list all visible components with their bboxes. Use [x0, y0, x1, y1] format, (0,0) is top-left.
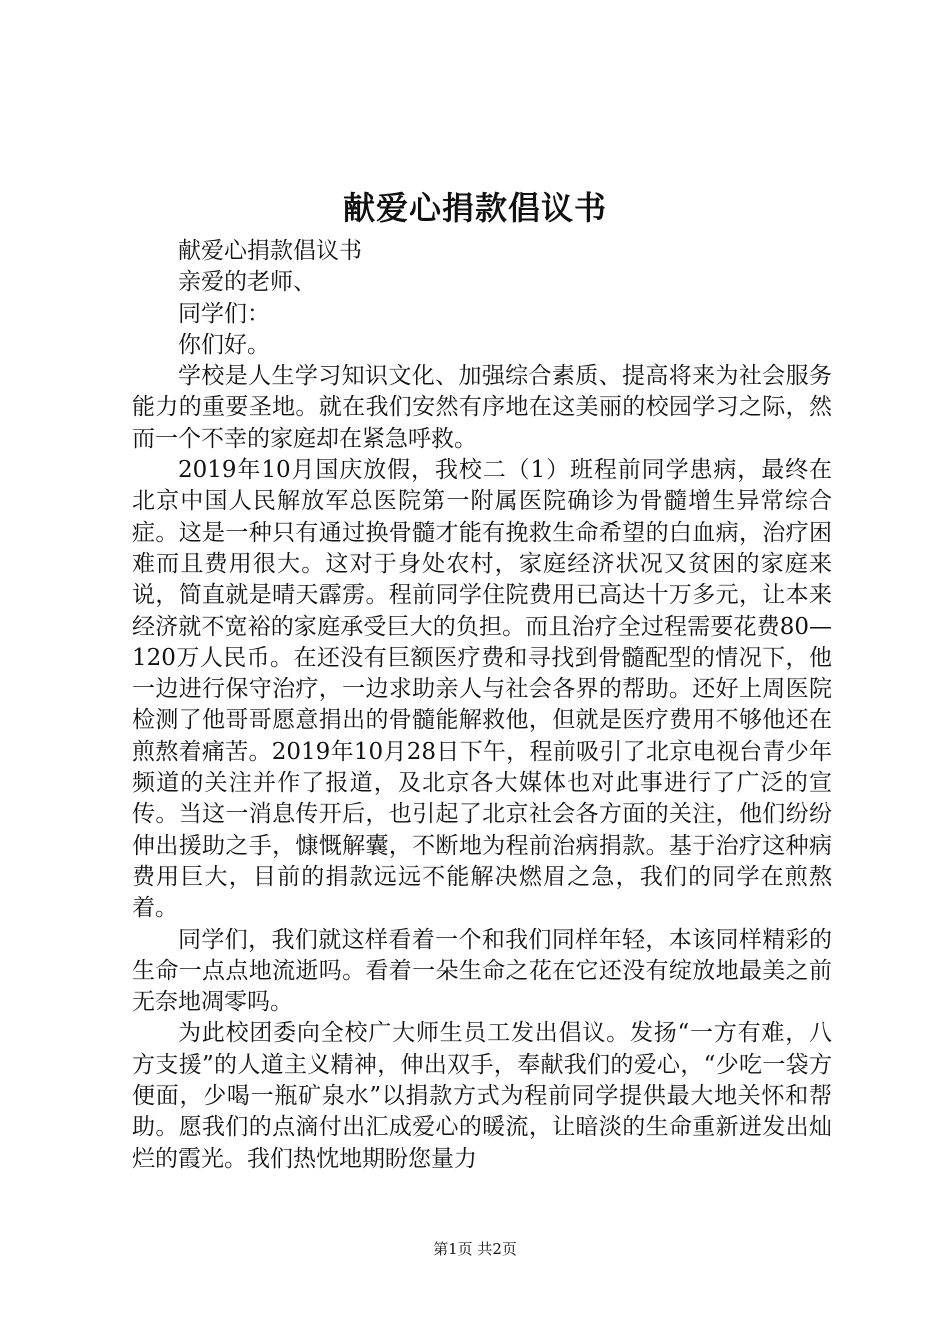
paragraph-greeting: 你们好。: [178, 331, 270, 358]
paragraph-heading-repeat: 献爱心捐款倡议书: [178, 238, 362, 264]
paragraph-appeal: 同学们，我们就这样看着一个和我们同样年轻，本该同样精彩的生命一点点地流逝吗。看着一朵生命之花在它还没有绽放地最美之前无奈地凋零吗。: [132, 926, 832, 1016]
paragraph-situation: 2019年10月国庆放假，我校二（1）班程前同学患病，最终在北京中国人民解放军总医院第一附属医院确诊为骨髓增生异常综合症。这是一种只有通过换骨髓才能有挽救生命希望的白血病，治疗困难而且费用很大。这对于身处农村，家庭经济状况又贫困的家庭来说，简直就是晴天霹雳。程前同学住院费用已高达十万多元，让本来经济就不宽裕的家庭承受巨大的负担。而且治疗全过程需要花费80—120万人民币。在还没有巨额医疗费和寻找到骨髓配型的情况下，他一边进行保守治疗，一边求助亲人与社会各界的帮助。还好上周医院检测了他哥哥愿意捐出的骨髓能解救他，但就是医疗费用不够他还在煎熬着痛苦。2019年10月28日下午，程前吸引了北京电视台青少年频道的关注并作了报道，及北京各大媒体也对此事进行了广泛的宣传。当这一消息传开后，也引起了北京社会各方面的关注，他们纷纷伸出援助之手，慷慨解囊，不断地为程前治病捐款。基于治疗这种病费用巨大，目前的捐款远远不能解决燃眉之急，我们的同学在煎熬着。: [132, 457, 832, 922]
paragraph-salutation-students: 同学们：: [178, 300, 270, 327]
paragraph-proposal: 为此校团委向全校广大师生员工发出倡议。发扬“一方有难，八方支援”的人道主义精神，伸出双手，奉献我们的爱心，“少吃一袋方便面，少喝一瓶矿泉水”以捐款方式为程前同学提供最大地关怀和帮助。愿我们的点滴付出汇成爱心的暖流，让暗淡的生命重新迸发出灿烂的霞光。我们热忱地期盼您量力: [132, 1020, 832, 1172]
paragraph-salutation-teachers: 亲爱的老师、: [178, 269, 316, 296]
page-number-footer: 第1页 共2页: [433, 1240, 517, 1258]
paragraph-intro: 学校是人生学习知识文化、加强综合素质、提高将来为社会服务能力的重要圣地。就在我们安然有序地在这美丽的校园学习之际，然而一个不幸的家庭却在紧急呼救。: [132, 363, 832, 452]
document-body: [132, 236, 832, 1175]
document-title: 献爱心捐款倡议书: [342, 189, 607, 227]
